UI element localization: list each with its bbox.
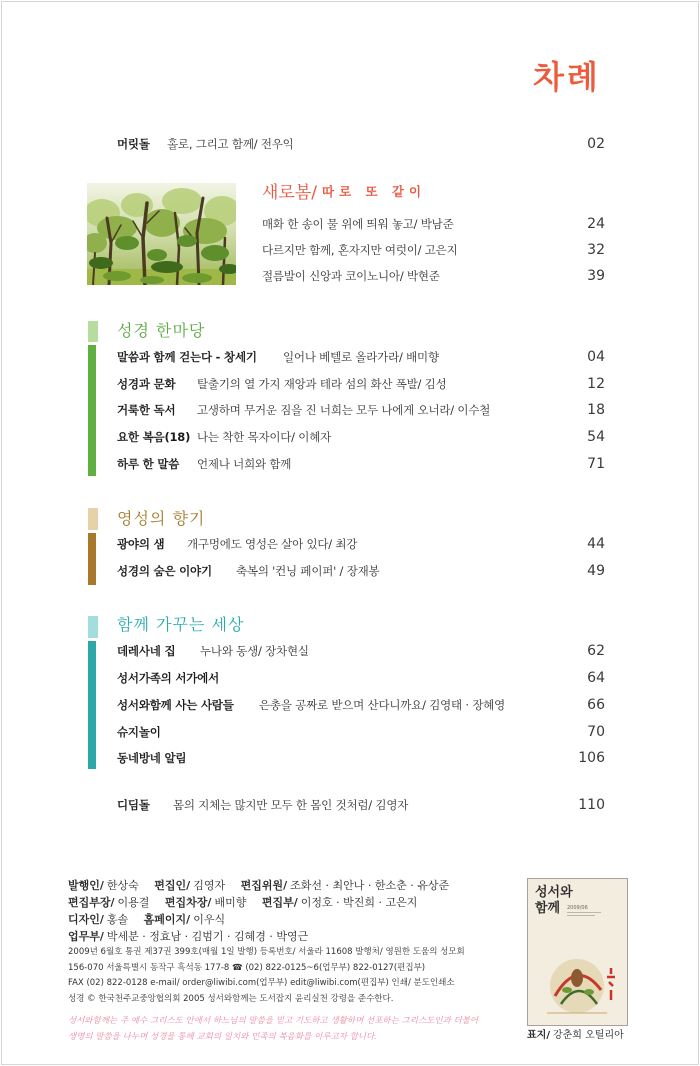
toc-entry xyxy=(117,535,605,553)
mission-line: 성서와함께는 주 예수 그리스도 안에서 하느님의 말씀을 믿고 기도하고 생활하며 선포하는 그리스도인과 더불어 xyxy=(68,1016,479,1026)
entry-page: 106 xyxy=(578,750,605,766)
staff-entry xyxy=(154,879,225,892)
entry-page: 44 xyxy=(587,536,605,552)
staff-entry xyxy=(68,879,139,892)
entry-label: 동네방네 알림 xyxy=(117,751,187,765)
toc-entry-tail xyxy=(117,796,605,814)
toc-entry xyxy=(117,455,605,473)
staff-name: 배미향 xyxy=(214,896,247,909)
staff-name: 이용결 xyxy=(117,896,150,909)
staff-entry xyxy=(144,913,225,926)
staff-name: 김영자 xyxy=(193,879,226,892)
imprint-block xyxy=(68,945,465,1007)
imprint-line: 156-070 서울특별시 동작구 흑석동 177-8 ☎ (02) 822-0125~6(업무부) 822-0127(편집부) xyxy=(68,962,426,973)
staff-name: 홍솔 xyxy=(106,913,129,926)
staff-role: 업무부/ xyxy=(68,930,104,943)
entry-page: 66 xyxy=(587,697,605,713)
staff-role: 편집차장/ xyxy=(164,896,212,909)
toc-entry xyxy=(117,642,605,660)
staff-role: 편집위원/ xyxy=(240,879,288,892)
section-bar xyxy=(88,641,96,769)
entry-label: 성경의 숨은 이야기 xyxy=(117,564,212,578)
cover-title-line: 함께 xyxy=(535,901,561,916)
mission-statement xyxy=(68,1013,478,1045)
entry-page: 24 xyxy=(587,216,605,232)
entry-page: 54 xyxy=(587,429,605,445)
entry-label: 요한 복음(18) xyxy=(117,430,191,444)
entry-label: 디딤돌 xyxy=(117,798,150,812)
entry-page: 39 xyxy=(587,268,605,284)
entry-page: 70 xyxy=(587,724,605,740)
entry-title: 절름발이 신앙과 코이노니아/ 박현준 xyxy=(262,269,440,283)
entry-title: 몸의 지체는 많지만 모두 한 몸인 것처럼/ 김영자 xyxy=(173,798,409,812)
toc-entry xyxy=(262,241,605,259)
entry-page: 12 xyxy=(587,376,605,392)
staff-name: 박세분 · 정효남 · 김범기 · 김혜경 · 박영근 xyxy=(106,930,309,943)
imprint-line: 성경 © 한국천주교중앙협의회 2005 성서와함께는 도서잡지 윤리실천 강령을 준수한다. xyxy=(68,993,394,1004)
entry-title: 언제나 너희와 함께 xyxy=(197,457,292,471)
imprint-line: FAX (02) 822-0128 e-mail/ order@liwibi.com(업무부) edit@liwibi.com(편집부) 인쇄/ 분도인쇄소 xyxy=(68,978,455,988)
staff-entry xyxy=(262,896,418,909)
staff-role: 디자인/ xyxy=(68,913,104,926)
staff-line xyxy=(68,911,461,928)
staff-role: 홈페이지/ xyxy=(143,913,191,926)
toc-entry xyxy=(117,562,605,580)
entry-label: 하루 한 말씀 xyxy=(117,457,180,471)
section-title-bible: 성경 한마당 xyxy=(117,321,206,340)
staff-credits xyxy=(68,877,461,945)
cover-issue: 2009/06 xyxy=(567,905,588,911)
entry-title: 홀로, 그리고 함께/ 전우익 xyxy=(167,137,294,151)
entry-page: 32 xyxy=(587,242,605,258)
staff-role: 편집인/ xyxy=(154,879,191,892)
toc-title: 차례 xyxy=(533,58,601,96)
staff-entry xyxy=(68,930,308,943)
entry-page: 49 xyxy=(587,563,605,579)
cover-caption xyxy=(527,1029,624,1043)
toc-entry-head xyxy=(117,135,605,153)
staff-name: 이우식 xyxy=(193,913,226,926)
staff-line xyxy=(68,928,461,945)
trees-photo xyxy=(87,183,236,285)
entry-page: 110 xyxy=(578,797,605,813)
toc-entry xyxy=(262,215,605,233)
entry-label: 거룩한 독서 xyxy=(117,403,176,417)
toc-entry xyxy=(117,348,605,366)
staff-role: 발행인/ xyxy=(68,879,104,892)
staff-entry xyxy=(165,896,246,909)
entry-label: 데레사네 집 xyxy=(117,644,176,658)
trees-illustration xyxy=(87,183,236,285)
entry-title: 은총을 공짜로 받으며 산다니까요/ 김영태 · 장혜영 xyxy=(259,698,506,712)
section-marker-light xyxy=(88,508,98,530)
entry-page: 62 xyxy=(587,643,605,659)
entry-title: 축복의 '컨닝 페이퍼' / 장재봉 xyxy=(236,564,380,578)
cover-caption-label: 표지/ xyxy=(527,1030,550,1041)
mission-line: 생명의 말씀을 나누며 성경을 통해 교회의 일치와 민족의 복음화를 이루고자 합니다. xyxy=(68,1032,377,1042)
staff-line xyxy=(68,877,461,894)
staff-name: 조화선 · 최안나 · 한소춘 · 유상준 xyxy=(290,879,450,892)
entry-title: 고생하며 무거운 짐을 진 너희는 모두 나에게 오너라/ 이수철 xyxy=(197,403,491,417)
entry-title: 다르지만 함께, 혼자지만 여럿이/ 고은지 xyxy=(262,243,458,257)
staff-entry xyxy=(68,913,128,926)
entry-title: 나는 착한 목자이다/ 이혜자 xyxy=(197,430,332,444)
toc-entry xyxy=(117,749,605,767)
entry-page: 18 xyxy=(587,402,605,418)
entry-title: 매화 한 송이 물 위에 띄워 놓고/ 박남준 xyxy=(262,217,454,231)
toc-entry xyxy=(117,428,605,446)
staff-line xyxy=(68,894,461,911)
entry-label: 광야의 샘 xyxy=(117,537,165,551)
entry-title: 개구멍에도 영성은 살아 있다/ 최강 xyxy=(187,537,358,551)
entry-label: 성서와함께 사는 사람들 xyxy=(117,698,234,712)
entry-label: 성서가족의 서가에서 xyxy=(117,671,219,685)
entry-page: 02 xyxy=(587,136,605,152)
staff-entry xyxy=(68,896,149,909)
entry-label: 말씀과 함께 걷는다 - 창세기 xyxy=(117,350,257,364)
staff-entry xyxy=(241,879,450,892)
section-title-saerobom: 새로봄/ xyxy=(262,183,317,203)
entry-label: 성경과 문화 xyxy=(117,377,176,391)
section-subtitle-saerobom: 따로 또 같이 xyxy=(322,184,427,199)
toc-entry xyxy=(117,723,605,741)
entry-title: 탈출기의 열 가지 재앙과 테라 섬의 화산 폭발/ 김성 xyxy=(197,377,447,391)
imprint-line: 2009년 6월호 통권 제37권 399호(매월 1일 발행) 등록번호/ 서울라 11608 발행처/ 영원한 도움의 성모회 xyxy=(68,947,465,957)
toc-entry xyxy=(117,696,605,714)
section-bar xyxy=(88,345,96,476)
section-title-world: 함께 가꾸는 세상 xyxy=(117,615,245,634)
entry-title: 누나와 동생/ 장차현실 xyxy=(200,644,309,658)
staff-name: 이정호 · 박진희 · 고은지 xyxy=(300,896,418,909)
cover-thumbnail xyxy=(527,878,628,1026)
staff-role: 편집부장/ xyxy=(68,896,115,909)
section-marker-light xyxy=(88,321,98,342)
entry-title: 일어나 베텔로 올라가라/ 배미향 xyxy=(283,350,439,364)
staff-name: 한상숙 xyxy=(106,879,139,892)
staff-role: 편집부/ xyxy=(261,896,298,909)
toc-entry xyxy=(117,375,605,393)
entry-label: 머릿돌 xyxy=(117,137,150,151)
entry-page: 04 xyxy=(587,349,605,365)
toc-entry xyxy=(117,401,605,419)
entry-page: 71 xyxy=(587,456,605,472)
cover-image xyxy=(527,878,628,1026)
toc-entry xyxy=(117,669,605,687)
section-marker-light xyxy=(88,616,98,638)
toc-entry xyxy=(262,267,605,285)
cover-caption-text: 강춘희 오틸리아 xyxy=(552,1030,624,1041)
entry-page: 64 xyxy=(587,670,605,686)
entry-label: 슈지놀이 xyxy=(117,725,161,739)
section-bar xyxy=(88,533,96,585)
section-title-spirituality: 영성의 향기 xyxy=(117,509,206,528)
cover-title-line: 성서와 xyxy=(535,885,573,900)
